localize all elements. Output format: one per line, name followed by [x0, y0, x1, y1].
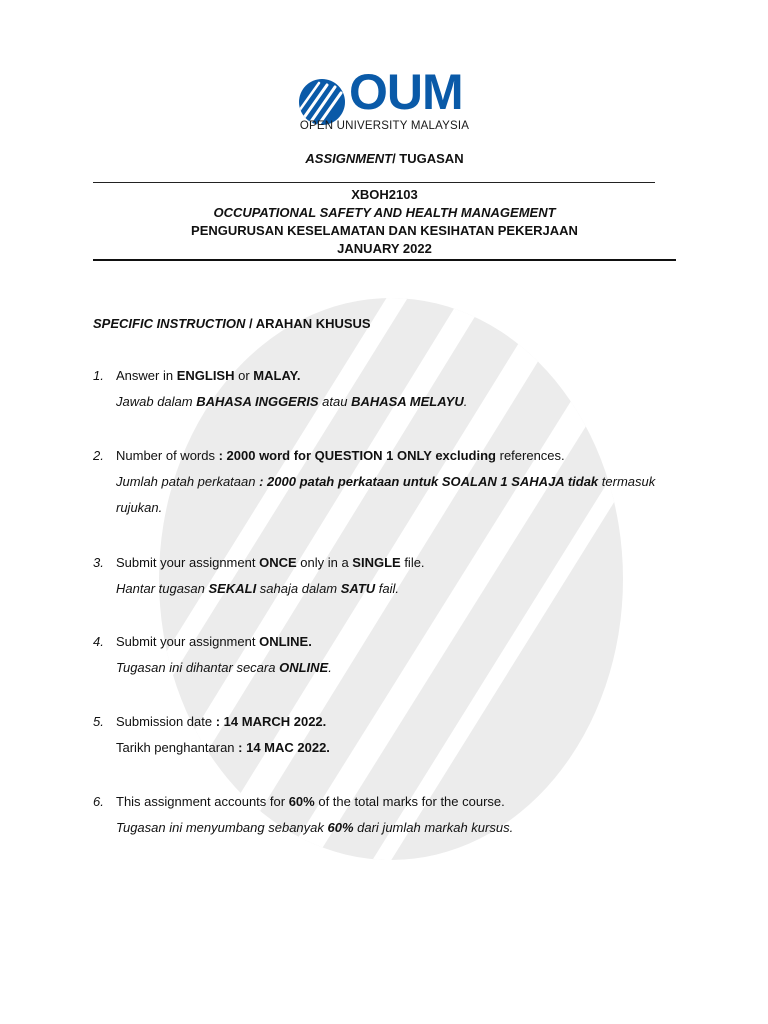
text: .	[328, 660, 332, 675]
logo-wordmark: OUM	[349, 64, 463, 120]
text: dari jumlah markah kursus.	[353, 820, 514, 835]
text-bold: : 2000 patah perkataan untuk SOALAN 1 SAHAJA tidak	[259, 474, 599, 489]
item-text-en	[116, 368, 301, 384]
item-number: 4.	[93, 634, 104, 649]
text: Answer in	[116, 368, 177, 383]
text-bold: BAHASA MELAYU	[351, 394, 464, 409]
text: Tugasan ini dihantar secara	[116, 660, 280, 675]
item-text-en	[116, 794, 505, 810]
text: Hantar tugasan	[116, 581, 209, 596]
assignment-label-ms: / TUGASAN	[392, 151, 464, 166]
text: Submit your assignment	[116, 555, 260, 570]
item-text-en	[116, 714, 326, 730]
text: Submission date	[116, 714, 216, 729]
assignment-label-en: ASSIGNMENT	[305, 151, 393, 166]
item-number: 3.	[93, 555, 104, 570]
text-bold: SATU	[340, 581, 376, 596]
item-text-ms	[116, 474, 655, 490]
item-text-ms	[116, 394, 467, 410]
heading-sep: /	[245, 316, 256, 331]
item-number: 6.	[93, 794, 104, 809]
text-bold: SEKALI	[208, 581, 257, 596]
item-text-ms	[116, 820, 513, 836]
text-bold: ENGLISH	[176, 368, 235, 383]
text-bold: BAHASA INGGERIS	[196, 394, 319, 409]
item-text-en	[116, 448, 565, 464]
text: file.	[400, 555, 425, 570]
text: of the total marks for the course.	[314, 794, 505, 809]
course-name-en: OCCUPATIONAL SAFETY AND HEALTH MANAGEMENT	[213, 205, 556, 220]
item-text-en	[116, 634, 312, 650]
text: atau	[318, 394, 352, 409]
text-bold: 60%	[288, 794, 315, 809]
item-number: 1.	[93, 368, 104, 383]
instructions-heading	[93, 316, 371, 331]
item-text-ms	[116, 581, 399, 597]
item-text-ms	[116, 660, 332, 676]
item-number: 2.	[93, 448, 104, 463]
heading-en: SPECIFIC INSTRUCTION	[93, 316, 246, 331]
divider-bottom	[93, 259, 676, 261]
text-bold: : 2000 word for QUESTION 1 ONLY excluding	[218, 448, 496, 463]
logo-university-name: OPEN UNIVERSITY MALAYSIA	[299, 120, 470, 132]
item-text-ms-cont: rujukan.	[116, 500, 163, 515]
text-bold: SINGLE	[352, 555, 401, 570]
divider-top	[93, 182, 655, 183]
text: sahaja dalam	[256, 581, 341, 596]
item-text-ms	[116, 740, 330, 756]
course-code: XBOH2103	[351, 187, 418, 202]
text-bold: ONCE	[259, 555, 297, 570]
text: Jawab dalam	[116, 394, 197, 409]
text-bold: 60%	[327, 820, 354, 835]
text: or	[234, 368, 254, 383]
text-bold: ONLINE.	[259, 634, 312, 649]
text: Tugasan ini menyumbang sebanyak	[116, 820, 328, 835]
text: Submit your assignment	[116, 634, 260, 649]
text-bold: ONLINE	[279, 660, 329, 675]
text: only in a	[296, 555, 353, 570]
text-bold: MALAY.	[253, 368, 301, 383]
text-bold: : 14 MARCH 2022.	[215, 714, 327, 729]
text: termasuk	[598, 474, 656, 489]
text-bold: : 14 MAC 2022.	[238, 740, 330, 755]
text: This assignment accounts for	[116, 794, 289, 809]
text: Number of words	[116, 448, 219, 463]
item-number: 5.	[93, 714, 104, 729]
text: Tarikh penghantaran	[116, 740, 239, 755]
assignment-title	[93, 151, 676, 166]
semester: JANUARY 2022	[337, 241, 432, 256]
text: .	[463, 394, 468, 409]
text: references.	[496, 448, 565, 463]
item-text-en	[116, 555, 425, 571]
course-name-ms: PENGURUSAN KESELAMATAN DAN KESIHATAN PEKERJAAN	[191, 223, 578, 238]
text: fail.	[375, 581, 400, 596]
heading-ms: ARAHAN KHUSUS	[255, 316, 371, 331]
text: Jumlah patah perkataan	[116, 474, 260, 489]
